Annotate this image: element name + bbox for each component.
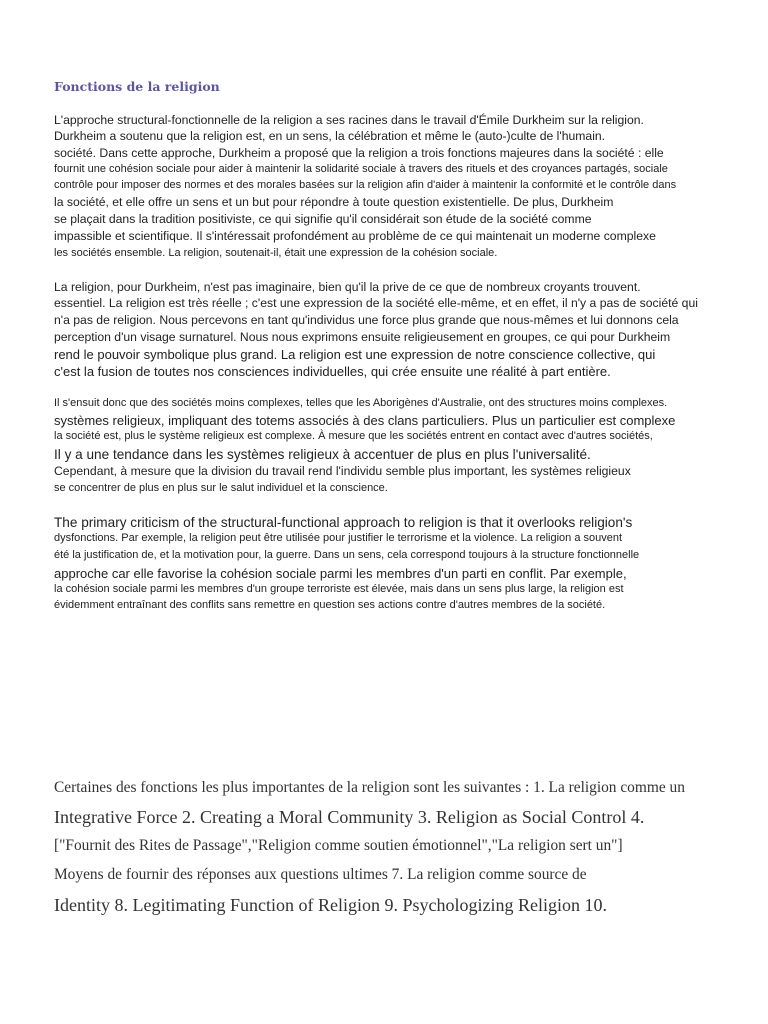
- paragraph-2-line: perception d'un visage surnaturel. Nous nous exprimons ensuite religieusement en groupes, ce qui pour Durkheim: [54, 330, 671, 344]
- paragraph-2-line: La religion, pour Durkheim, n'est pas imaginaire, bien qu'il la prive de ce que de nombreux croyants trouvent.: [54, 280, 641, 294]
- paragraph-1-line: société. Dans cette approche, Durkheim a proposé que la religion a trois fonctions majeures dans la société : elle: [54, 146, 664, 160]
- functions-list-line: Certaines des fonctions les plus importantes de la religion sont les suivantes : 1. La religion comme un: [54, 779, 685, 796]
- paragraph-4-line: approche car elle favorise la cohésion sociale parmi les membres d'un parti en conflit. Par exemple,: [54, 566, 627, 581]
- paragraph-4-line: The primary criticism of the structural-functional approach to religion is that it overlooks religion's: [54, 515, 633, 530]
- paragraph-1-line: contrôle pour imposer des normes et des morales basées sur la religion afin d'aider à maintenir la conformité et le contrôle dans: [54, 179, 677, 191]
- paragraph-4-line: la cohésion sociale parmi les membres d'un groupe terroriste est élevée, mais dans un sens plus large, la religion est: [54, 583, 624, 595]
- paragraph-3-line: Cependant, à mesure que la division du travail rend l'individu semble plus important, les systèmes religieux: [54, 464, 631, 478]
- paragraph-4-line: été la justification de, et la motivation pour, la guerre. Dans un sens, cela correspond toujours à la structure fonctionnelle: [54, 549, 640, 561]
- paragraph-2-line: rend le pouvoir symbolique plus grand. La religion est une expression de notre conscience collective, qui: [54, 347, 656, 362]
- paragraph-2-line: c'est la fusion de toutes nos consciences individuelles, qui crée ensuite une réalité à part entière.: [54, 364, 611, 379]
- paragraph-1-line: la société, et elle offre un sens et un but pour répondre à toute question existentielle. De plus, Durkheim: [54, 195, 614, 209]
- paragraph-1-line: les sociétés ensemble. La religion, soutenait-il, était une expression de la cohésion sociale.: [54, 247, 498, 259]
- paragraph-2-line: n'a pas de religion. Nous percevons en tant qu'individus une force plus grande que nous-mêmes et lui donnons cela: [54, 313, 679, 327]
- paragraph-3-line: systèmes religieux, impliquant des totems associés à des clans particuliers. Plus un particulier est complexe: [54, 413, 676, 428]
- functions-list-line: Integrative Force 2. Creating a Moral Community 3. Religion as Social Control 4.: [54, 807, 645, 827]
- paragraph-1-line: impassible et scientifique. Il s'intéressait profondément au problème de ce qui maintenait un moderne complexe: [54, 229, 656, 243]
- paragraph-2-line: essentiel. La religion est très réelle ; c'est une expression de la société elle-même, et en effet, il n'y a pas de société qui: [54, 296, 698, 310]
- paragraph-3-line: Il s'ensuit donc que des sociétés moins complexes, telles que les Aborigènes d'Australie, ont des structures moins complexes.: [54, 397, 668, 409]
- paragraph-1-line: se plaçait dans la tradition positiviste, ce qui signifie qu'il considérait son étude de la société comme: [54, 212, 592, 226]
- paragraph-4-line: évidemment entraînant des conflits sans remettre en question ses actions contre d'autres membres de la société.: [54, 599, 606, 611]
- paragraph-1-line: L'approche structural-fonctionnelle de la religion a ses racines dans le travail d'Émile Durkheim sur la religion.: [54, 113, 644, 127]
- paragraph-3-line: la société est, plus le système religieux est complexe. À mesure que les sociétés entrent en contact avec d'autres sociétés,: [54, 430, 653, 442]
- section-heading: Fonctions de la religion: [54, 79, 220, 94]
- paragraph-1-line: Durkheim a soutenu que la religion est, en un sens, la célébration et même le (auto-)culte de l'humain.: [54, 129, 606, 143]
- paragraph-3-line: Il y a une tendance dans les systèmes religieux à accentuer de plus en plus l'universalité.: [54, 447, 591, 462]
- functions-list-line: Identity 8. Legitimating Function of Religion 9. Psychologizing Religion 10.: [54, 895, 607, 915]
- functions-list-line: Moyens de fournir des réponses aux questions ultimes 7. La religion comme source de: [54, 866, 587, 883]
- paragraph-4-line: dysfonctions. Par exemple, la religion peut être utilisée pour justifier le terrorisme et la violence. La religion a souvent: [54, 532, 623, 544]
- paragraph-1-line: fournit une cohésion sociale pour aider à maintenir la solidarité sociale à travers des rituels et des croyances partagés, sociale: [54, 163, 668, 175]
- paragraph-3-line: se concentrer de plus en plus sur le salut individuel et la conscience.: [54, 482, 388, 494]
- functions-list-line: ["Fournit des Rites de Passage","Religion comme soutien émotionnel","La religion sert un"]: [54, 837, 623, 854]
